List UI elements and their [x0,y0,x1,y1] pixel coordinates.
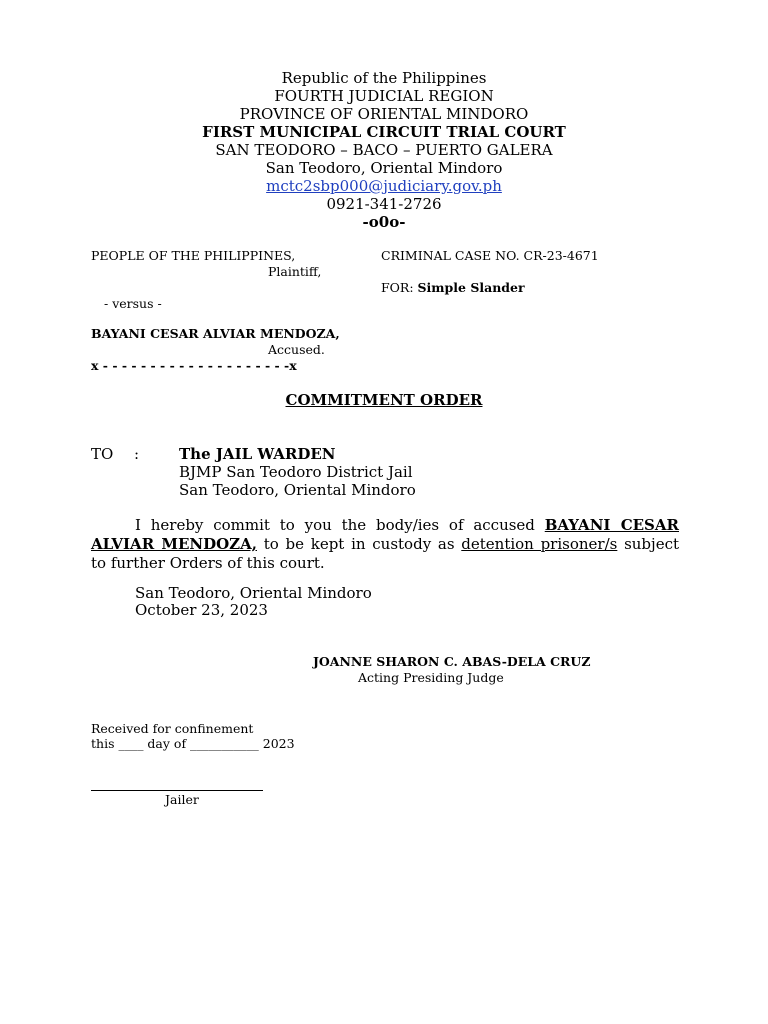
caption-separator: x - - - - - - - - - - - - - - - - - - - -x [91,358,297,373]
document-title: COMMITMENT ORDER [285,391,483,409]
caption-offense-name: Simple Slander [417,280,525,295]
addressee-facility: BJMP San Teodoro District Jail [179,463,413,481]
header-towns: SAN TEODORO – BACO – PUERTO GALERA [215,141,553,159]
caption-offense [381,280,525,296]
commitment-paragraph [91,516,679,573]
header-location: San Teodoro, Oriental Mindoro [265,159,503,177]
receipt-line1: Received for confinement [91,721,254,736]
caption-party-role: Plaintiff, [268,264,322,279]
body-text-part1: I hereby commit to you the body/ies of accused [135,516,545,534]
body-accused-name: BAYANI CESAR ALVIAR MENDOZA, [91,516,679,553]
caption-accused-name: BAYANI CESAR ALVIAR MENDOZA, [91,326,340,341]
header-email-link[interactable]: mctc2sbp000@judiciary.gov.ph [266,177,502,195]
dateline-place: San Teodoro, Oriental Mindoro [135,584,372,602]
caption-for-label: FOR: [381,280,414,295]
header-ornament: -o0o- [362,213,406,231]
addressee-name: The JAIL WARDEN [179,445,336,463]
jailer-label: Jailer [165,792,199,807]
header-phone: 0921-341-2726 [326,195,442,213]
body-custody-type: detention prisoner/s [461,535,618,553]
caption-case-number: CRIMINAL CASE NO. CR-23-4671 [381,248,599,263]
body-text-part3: subject to further Orders of this court. [91,535,679,572]
caption-versus: - versus - [104,296,162,311]
header-republic: Republic of the Philippines [281,69,487,87]
body-text-part2: to be kept in custody as [257,535,462,553]
addressee-address: San Teodoro, Oriental Mindoro [179,481,416,499]
jailer-signature-line [91,790,263,791]
header-province: PROVINCE OF ORIENTAL MINDORO [239,105,529,123]
addressee-to-label: TO [91,445,114,463]
caption-party: PEOPLE OF THE PHILIPPINES, [91,248,296,263]
caption-accused-role: Accused. [268,342,325,357]
addressee-colon: : [134,445,140,463]
dateline-date: October 23, 2023 [135,601,268,619]
judge-title: Acting Presiding Judge [358,670,504,685]
judge-name: JOANNE SHARON C. ABAS-DELA CRUZ [313,654,591,669]
receipt-line2: this ____ day of ___________ 2023 [91,736,295,751]
header-region: FOURTH JUDICIAL REGION [274,87,494,105]
header-court-name: FIRST MUNICIPAL CIRCUIT TRIAL COURT [202,123,566,141]
